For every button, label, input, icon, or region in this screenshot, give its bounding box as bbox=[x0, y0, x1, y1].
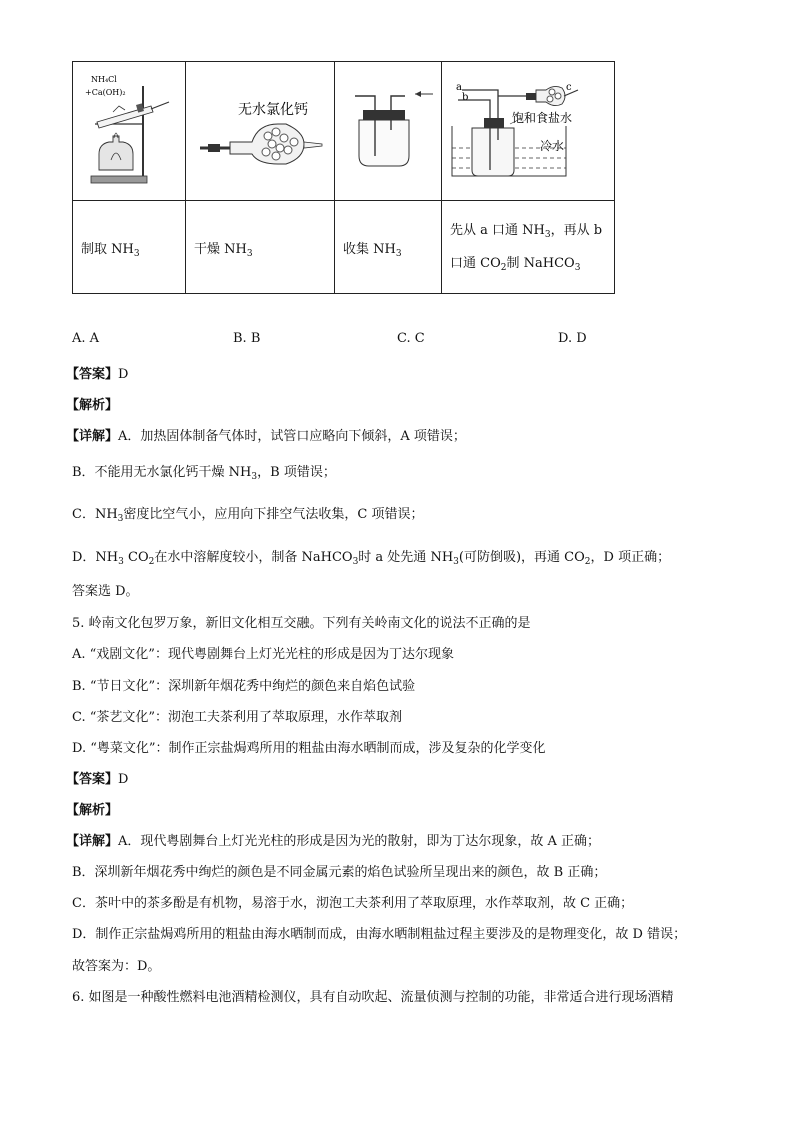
desc-4-line1-sub: 3 bbox=[544, 230, 551, 240]
q5-option-d: D. “粤菜文化”：制作正宗盐焗鸡所用的粗盐由海水晒制而成，涉及复杂的化学变化 bbox=[72, 741, 546, 756]
desc-4-line2-sub: 2 bbox=[500, 263, 507, 273]
q5-analysis-tag: 【解析】 bbox=[66, 803, 119, 818]
drying-agent-label: 无水氯化钙 bbox=[238, 102, 308, 118]
apparatus-cell-1 bbox=[73, 62, 186, 201]
experiment-table bbox=[72, 61, 615, 294]
port-c-label: c bbox=[566, 82, 572, 93]
q5-answer bbox=[66, 768, 128, 787]
q5-detail-c: C．茶叶中的茶多酚是有机物，易溶于水，沏泡工夫茶利用了萃取原理，水作萃取剂，故 C 正确； bbox=[72, 896, 634, 911]
description-cell-4 bbox=[442, 201, 615, 294]
q5-detail-d: D．制作正宗盐焗鸡所用的粗盐由海水晒制而成，由海水晒制粗盐过程主要涉及的是物理变化，故 D 错误； bbox=[72, 927, 687, 942]
q4-detail-b-2: ，B 项错误； bbox=[257, 465, 336, 480]
q5-conclusion: 故答案为：D。 bbox=[72, 959, 161, 974]
q4-detail-d-3: 在水中溶解度较小，制备 NaHCO bbox=[154, 550, 353, 565]
apparatus-cell-3 bbox=[335, 62, 442, 201]
desc-1-sub: 3 bbox=[133, 248, 140, 259]
q5-stem: 5. 岭南文化包罗万象，新旧文化相互交融。下列有关岭南文化的说法不正确的是 bbox=[72, 616, 531, 631]
drying-tube-figure bbox=[186, 62, 334, 196]
desc-2-sub: 3 bbox=[246, 248, 253, 259]
q5-detail-a bbox=[66, 830, 600, 849]
q4-detail-d-sub5: 2 bbox=[584, 557, 591, 567]
q5-detail-tag: 【详解】 bbox=[66, 834, 119, 849]
description-cell-2 bbox=[186, 201, 335, 294]
q4-detail-d-4: 时 a 处先通 NH bbox=[358, 550, 454, 565]
q6-stem: 6. 如图是一种酸性燃料电池酒精检测仪，具有自动吹起、流量侦测与控制的功能，非常适合进行现场酒精 bbox=[72, 990, 674, 1005]
q4-detail-d-sub4: 3 bbox=[453, 557, 459, 567]
q4-answer bbox=[66, 363, 128, 382]
q4-detail-b-sub: 3 bbox=[251, 472, 258, 482]
apparatus-cell-2 bbox=[186, 62, 335, 201]
desc-2-main: 干燥 NH bbox=[194, 241, 247, 257]
option-b: B. B bbox=[233, 331, 261, 346]
reagent-label-2: +Ca(OH)₂ bbox=[85, 88, 126, 97]
q4-detail-d-sub3: 3 bbox=[352, 557, 359, 567]
desc-4-line1b: ，再从 b bbox=[550, 223, 603, 238]
desc-4-line1a: 先从 a 口通 NH bbox=[450, 223, 545, 238]
q5-detail-a-text: A．现代粤剧舞台上灯光光柱的形成是因为光的散射，即为丁达尔现象，故 A 正确； bbox=[118, 834, 601, 849]
option-a: A. A bbox=[72, 331, 100, 346]
q4-detail-b-1: B．不能用无水氯化钙干燥 NH bbox=[72, 465, 252, 480]
q4-detail-d-sub1: 3 bbox=[118, 557, 124, 567]
port-a-label: a bbox=[456, 82, 462, 93]
q4-detail-d-6: ，D 项正确； bbox=[590, 550, 671, 565]
q5-option-c: C. “茶艺文化”：沏泡工夫茶利用了萃取原理，水作萃取剂 bbox=[72, 710, 403, 725]
port-b-label: b bbox=[462, 92, 469, 103]
desc-1-main: 制取 NH bbox=[81, 241, 134, 257]
desc-4-line2-sub2: 3 bbox=[574, 263, 581, 273]
q5-option-b: B. “节日文化”：深圳新年烟花秀中绚烂的颜色来自焰色试验 bbox=[72, 679, 416, 694]
q4-detail-d-5: (可防倒吸)，再通 CO bbox=[458, 550, 585, 565]
q5-answer-value: D bbox=[118, 772, 129, 787]
option-c: C. C bbox=[397, 331, 425, 346]
cold-water-label: 冷水 bbox=[540, 139, 565, 153]
q4-answer-value: D bbox=[118, 367, 129, 382]
q5-option-a: A. “戏剧文化”：现代粤剧舞台上灯光光柱的形成是因为丁达尔现象 bbox=[72, 647, 454, 662]
desc-4-line2a: 口通 CO bbox=[450, 256, 501, 271]
q4-detail-tag: 【详解】 bbox=[66, 429, 119, 444]
description-cell-3 bbox=[335, 201, 442, 294]
q4-detail-c-2: 密度比空气小，应用向下排空气法收集，C 项错误； bbox=[123, 507, 424, 522]
q4-detail-c bbox=[72, 503, 424, 522]
q5-answer-tag: 【答案】 bbox=[66, 772, 119, 787]
q4-analysis-tag: 【解析】 bbox=[66, 398, 119, 413]
q4-detail-d bbox=[72, 546, 670, 565]
reagent-label-1: NH₄Cl bbox=[91, 75, 117, 84]
nahco3-apparatus-figure bbox=[442, 62, 614, 196]
description-cell-1 bbox=[73, 201, 186, 294]
desc-3-main: 收集 NH bbox=[343, 241, 396, 257]
q4-detail-b bbox=[72, 461, 336, 480]
desc-4-line2b: 制 NaHCO bbox=[506, 256, 575, 271]
q4-conclusion: 答案选 D。 bbox=[72, 584, 139, 599]
gas-bottle-figure bbox=[335, 62, 441, 196]
apparatus-cell-4 bbox=[442, 62, 615, 201]
desc-3-sub: 3 bbox=[395, 248, 402, 259]
q4-detail-d-2: CO bbox=[123, 550, 149, 565]
q4-detail-c-1: C．NH bbox=[72, 507, 118, 522]
q4-detail-c-sub: 3 bbox=[117, 514, 124, 524]
q5-detail-b: B．深圳新年烟花秀中绚烂的颜色是不同金属元素的焰色试验所呈现出来的颜色，故 B 正确； bbox=[72, 865, 607, 880]
q4-detail-a-text: A．加热固体制备气体时，试管口应略向下倾斜，A 项错误； bbox=[118, 429, 466, 444]
q4-answer-tag: 【答案】 bbox=[66, 367, 119, 382]
option-d: D. D bbox=[558, 331, 587, 346]
q4-detail-d-1: D．NH bbox=[72, 550, 119, 565]
brine-label: 饱和食盐水 bbox=[512, 111, 573, 125]
q4-detail-a bbox=[66, 425, 466, 444]
heating-apparatus-figure bbox=[73, 62, 185, 196]
q4-detail-d-sub2: 2 bbox=[148, 557, 155, 567]
